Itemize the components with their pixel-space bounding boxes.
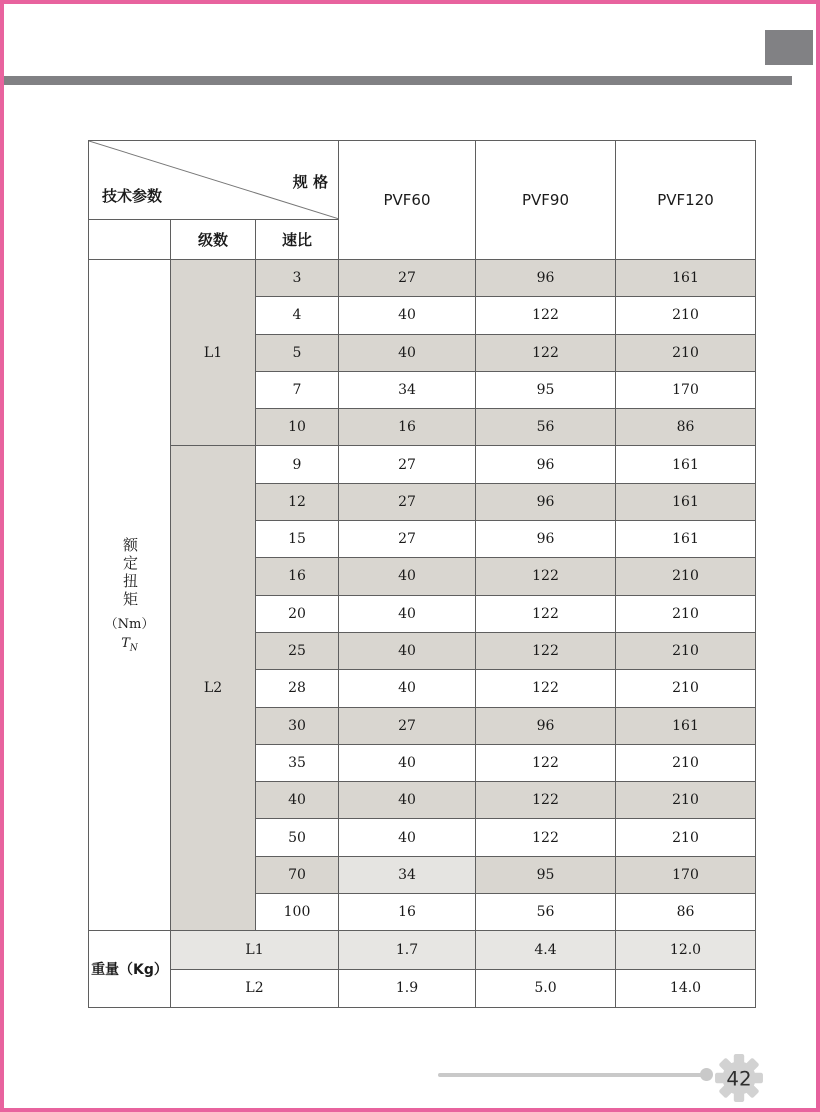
value-cell: 122 <box>476 744 616 781</box>
value-cell: 16 <box>339 893 476 930</box>
table-row <box>89 259 756 296</box>
weight-row <box>89 931 756 969</box>
weight-label-cell: 重量（Kg） <box>89 931 171 1008</box>
value-cell: 86 <box>616 893 756 930</box>
ratio-cell: 70 <box>256 856 339 893</box>
page-number: 42 <box>726 1067 752 1091</box>
group-label-l2: L2 <box>171 446 256 931</box>
value-cell: 40 <box>339 782 476 819</box>
ratio-cell: 4 <box>256 297 339 334</box>
ratio-cell: 100 <box>256 893 339 930</box>
value-cell: 210 <box>616 670 756 707</box>
empty-header-cell <box>89 219 171 259</box>
corner-label-spec: 规 格 <box>292 173 329 191</box>
value-cell: 122 <box>476 558 616 595</box>
value-cell: 40 <box>339 744 476 781</box>
value-cell: 122 <box>476 334 616 371</box>
ratio-cell: 20 <box>256 595 339 632</box>
value-cell: 210 <box>616 744 756 781</box>
diagonal-header-cell <box>89 141 339 220</box>
column-header-pvf120: PVF120 <box>616 141 756 260</box>
ratio-cell: 15 <box>256 521 339 558</box>
value-cell: 96 <box>476 707 616 744</box>
value-cell: 170 <box>616 856 756 893</box>
rated-torque-vertical-text: 额定扭矩 <box>121 536 139 609</box>
ratio-cell: 35 <box>256 744 339 781</box>
rated-torque-unit: （Nm） <box>104 616 155 632</box>
value-cell: 96 <box>476 483 616 520</box>
column-header-pvf90: PVF90 <box>476 141 616 260</box>
footer-dot <box>700 1068 713 1081</box>
value-cell: 27 <box>339 483 476 520</box>
ratio-cell: 7 <box>256 371 339 408</box>
ratio-cell: 16 <box>256 558 339 595</box>
weight-group-l2: L2 <box>171 969 339 1007</box>
weight-row <box>89 969 756 1007</box>
value-cell: 122 <box>476 819 616 856</box>
weight-value-cell: 1.7 <box>339 931 476 969</box>
value-cell: 40 <box>339 558 476 595</box>
ratio-cell: 50 <box>256 819 339 856</box>
value-cell: 170 <box>616 371 756 408</box>
weight-value-cell: 1.9 <box>339 969 476 1007</box>
table-row <box>89 446 756 483</box>
value-cell: 27 <box>339 521 476 558</box>
value-cell: 40 <box>339 334 476 371</box>
value-cell: 161 <box>616 446 756 483</box>
value-cell: 161 <box>616 259 756 296</box>
ratio-cell: 28 <box>256 670 339 707</box>
value-cell: 210 <box>616 595 756 632</box>
table-header-row <box>89 141 756 220</box>
value-cell: 210 <box>616 632 756 669</box>
subheader-ratio: 速比 <box>256 219 339 259</box>
corner-label-parameters: 技术参数 <box>102 187 163 205</box>
value-cell: 40 <box>339 819 476 856</box>
value-cell: 210 <box>616 334 756 371</box>
ratio-cell: 25 <box>256 632 339 669</box>
value-cell: 56 <box>476 409 616 446</box>
weight-value-cell: 14.0 <box>616 969 756 1007</box>
subheader-stages: 级数 <box>171 219 256 259</box>
value-cell: 96 <box>476 259 616 296</box>
value-cell: 40 <box>339 632 476 669</box>
weight-value-cell: 4.4 <box>476 931 616 969</box>
header-corner-block <box>765 30 813 65</box>
value-cell: 96 <box>476 446 616 483</box>
value-cell: 122 <box>476 632 616 669</box>
spec-table <box>88 140 756 1008</box>
value-cell: 56 <box>476 893 616 930</box>
ratio-cell: 30 <box>256 707 339 744</box>
ratio-cell: 40 <box>256 782 339 819</box>
weight-value-cell: 5.0 <box>476 969 616 1007</box>
value-cell: 122 <box>476 595 616 632</box>
group-label-l1: L1 <box>171 259 256 445</box>
ratio-cell: 3 <box>256 259 339 296</box>
header-rule-bar <box>4 76 792 85</box>
value-cell: 34 <box>339 371 476 408</box>
value-cell: 122 <box>476 782 616 819</box>
column-header-pvf60: PVF60 <box>339 141 476 260</box>
value-cell: 210 <box>616 782 756 819</box>
ratio-cell: 9 <box>256 446 339 483</box>
ratio-cell: 12 <box>256 483 339 520</box>
value-cell: 210 <box>616 297 756 334</box>
value-cell: 122 <box>476 297 616 334</box>
value-cell: 122 <box>476 670 616 707</box>
value-cell: 40 <box>339 595 476 632</box>
value-cell: 161 <box>616 521 756 558</box>
value-cell: 27 <box>339 446 476 483</box>
value-cell: 86 <box>616 409 756 446</box>
value-cell: 95 <box>476 371 616 408</box>
value-cell: 95 <box>476 856 616 893</box>
value-cell: 34 <box>339 856 476 893</box>
value-cell: 210 <box>616 558 756 595</box>
ratio-cell: 10 <box>256 409 339 446</box>
value-cell: 27 <box>339 707 476 744</box>
weight-group-l1: L1 <box>171 931 339 969</box>
value-cell: 96 <box>476 521 616 558</box>
value-cell: 161 <box>616 707 756 744</box>
weight-value-cell: 12.0 <box>616 931 756 969</box>
value-cell: 16 <box>339 409 476 446</box>
value-cell: 27 <box>339 259 476 296</box>
rated-torque-symbol: $T_N$ <box>121 635 138 654</box>
rated-torque-label-cell <box>89 259 171 930</box>
value-cell: 210 <box>616 819 756 856</box>
footer-rule-line <box>438 1073 706 1077</box>
value-cell: 40 <box>339 297 476 334</box>
value-cell: 161 <box>616 483 756 520</box>
value-cell: 40 <box>339 670 476 707</box>
gear-icon <box>714 1053 764 1103</box>
ratio-cell: 5 <box>256 334 339 371</box>
